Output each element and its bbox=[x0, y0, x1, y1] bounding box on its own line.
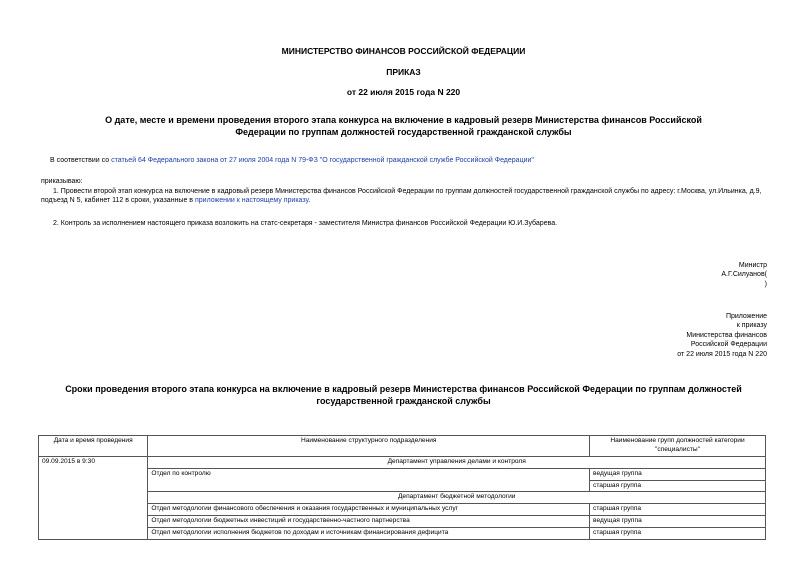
preamble bbox=[50, 156, 770, 165]
group-cell: старшая группа bbox=[590, 504, 766, 516]
order-item-1-text: 1. Провести второй этап конкурса на включение в кадровый резерв Министерства финансов Российской Федерации по группам должностей государственной гражданской службы по адресу: г.Москва, ул.Ильинка, д.9, подъезд N 5, кабинет 112 в сроки, указанные в bbox=[41, 188, 762, 205]
ministry-heading: МИНИСТЕРСТВО ФИНАНСОВ РОССИЙСКОЙ ФЕДЕРАЦИИ bbox=[281, 46, 526, 56]
order-item-1-suffix: . bbox=[308, 197, 311, 205]
signature-block bbox=[721, 261, 767, 289]
group-cell: ведущая группа bbox=[590, 516, 766, 528]
department-cell: Департамент управления делами и контроля bbox=[148, 456, 766, 468]
department-cell: Департамент бюджетной методологии bbox=[148, 492, 766, 504]
table-row bbox=[39, 504, 766, 516]
table-row bbox=[39, 456, 766, 468]
document-date-number: от 22 июля 2015 года N 220 bbox=[346, 87, 461, 97]
unit-cell: Отдел методологии бюджетных инвестиций и государственно-частного партнерства bbox=[148, 516, 590, 528]
order-word: приказываю: bbox=[41, 178, 83, 185]
table-row bbox=[39, 516, 766, 528]
schedule-table bbox=[38, 435, 766, 540]
header-group: Наименование групп должностей категории "специалисты" bbox=[590, 436, 766, 457]
appendix-line-1: Приложение bbox=[725, 313, 767, 320]
document-title: О дате, месте и времени проведения второго этапа конкурса на включение в кадровый резерв Министерства финансов Российской Федерации по группам должностей государственной гражданской службы bbox=[105, 115, 702, 137]
table-header-row bbox=[39, 436, 766, 457]
header-date: Дата и время проведения bbox=[39, 436, 148, 457]
table-row bbox=[39, 492, 766, 504]
appendix-line-5: от 22 июля 2015 года N 220 bbox=[677, 350, 767, 358]
group-cell: ведущая группа bbox=[590, 468, 766, 480]
order-item-1 bbox=[41, 187, 767, 206]
appendix-line-4: Российской Федерации bbox=[690, 341, 767, 349]
unit-cell: Отдел методологии исполнения бюджетов по доходам и источникам финансирования дефицита bbox=[148, 528, 590, 540]
appendix-line-2: к приказу bbox=[736, 322, 767, 330]
signature-close: ) bbox=[764, 280, 767, 288]
group-cell: старшая группа bbox=[590, 528, 766, 540]
table-row bbox=[39, 528, 766, 540]
signature-position: Министр bbox=[738, 262, 767, 269]
group-cell: старшая группа bbox=[590, 480, 766, 492]
unit-cell: Отдел по контролю bbox=[148, 468, 590, 492]
document-type: ПРИКАЗ bbox=[386, 67, 421, 77]
appendix-title: Сроки проведения второго этапа конкурса на включение в кадровый резерв Министерства финансов Российской Федерации по группам должностей государственной гражданской службы bbox=[65, 384, 742, 406]
appendix-link[interactable]: приложении к настоящему приказу bbox=[194, 197, 309, 205]
order-item-2: 2. Контроль за исполнением настоящего приказа возложить на статс-секретаря - заместителя Министра финансов Российской Федерации Ю.И.Зубарева. bbox=[53, 220, 558, 227]
appendix-line-3: Министерства финансов bbox=[686, 331, 767, 339]
table-row bbox=[39, 468, 766, 480]
unit-cell: Отдел методологии финансового обеспечения и оказания государственных и муниципальных услуг bbox=[148, 504, 590, 516]
appendix-header bbox=[677, 312, 767, 359]
preamble-prefix: В соответствии со bbox=[50, 157, 112, 164]
header-unit: Наименование структурного подразделения bbox=[148, 436, 590, 457]
signature-name: А.Г.Силуанов( bbox=[721, 271, 767, 279]
date-cell: 09.09.2015 в 9:30 bbox=[39, 456, 148, 539]
law-article-link[interactable]: статьей 64 Федерального закона от 27 июля 2004 года N 79-ФЗ "О государственной гражданской службе Российской Федерации" bbox=[111, 157, 534, 164]
